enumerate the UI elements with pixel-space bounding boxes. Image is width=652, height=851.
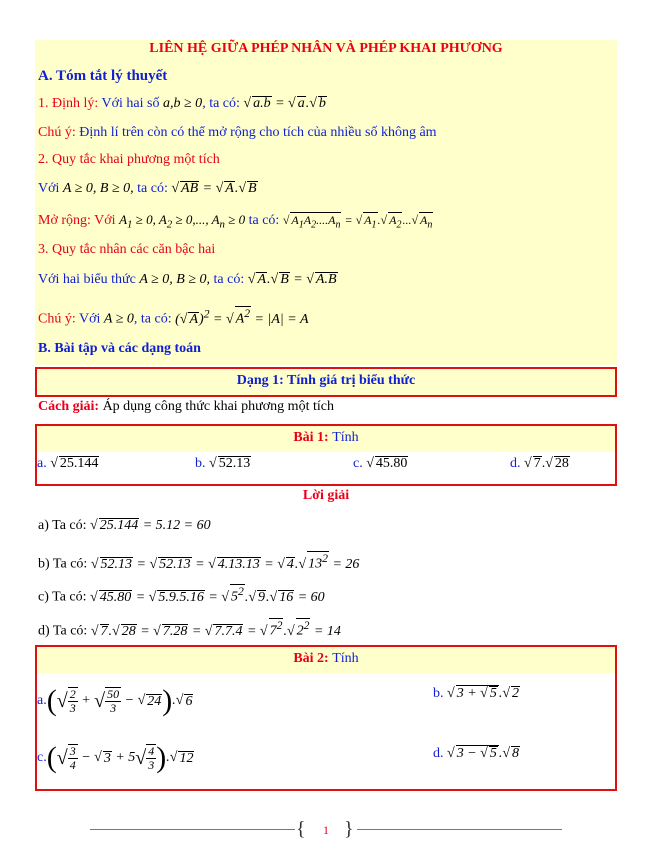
method-text: Áp dụng công thức khai phương một tích xyxy=(102,399,334,414)
bai-2-task: Tính xyxy=(332,651,359,666)
theorem-label: 1. Định lý: xyxy=(38,96,99,111)
item-label: d. xyxy=(433,746,444,761)
extension-taco: ta có: xyxy=(248,213,280,228)
theorem-text: Với hai số xyxy=(101,96,160,111)
bai-1-item-b: b. √ 52.13 xyxy=(195,456,251,471)
rule-3-taco: ta có: xyxy=(213,272,245,287)
rule-3-condition: A ≥ 0, B ≥ 0, xyxy=(139,272,211,287)
rule-3-line xyxy=(38,272,338,288)
rule-3-text: Với hai biểu thức xyxy=(38,272,136,287)
bai-1-box xyxy=(35,424,617,486)
rule-3-heading: 3. Quy tắc nhân các căn bậc hai xyxy=(38,242,216,257)
extension-line xyxy=(38,212,433,232)
note-2-text: Với xyxy=(78,311,101,327)
rule-3-formula: √ A.√ B = √ A.B xyxy=(247,272,337,287)
rule-2-line xyxy=(38,181,258,197)
solution-c: c) Ta có: √ 45.80 = √ 5.9.5.16 = √ $5^2.√$ 9.√ 16 = 60 xyxy=(38,585,325,605)
footer-bracket-right: } xyxy=(344,818,354,840)
bai-2-item-b: b. √ 3 + √ 5 .√ 2 xyxy=(433,686,520,701)
item-label: d. xyxy=(510,456,521,471)
note-2-condition: A ≥ 0 xyxy=(103,311,134,327)
solution-b: b) Ta có: √ 52.13 = √ 52.13 = √ 4.13.13 = √ 4.√ $13^2 = 26$ xyxy=(38,552,360,572)
solution-a: a) Ta có: √ 25.144 = 5.12 = 60 xyxy=(38,518,211,533)
method-label: Cách giải: xyxy=(38,399,100,414)
note-1-label: Chú ý: xyxy=(38,125,76,140)
bai-2-box xyxy=(35,645,617,791)
section-b-heading: B. Bài tập và các dạng toán xyxy=(38,341,201,356)
rule-2-formula: √ AB = √ A.√ B xyxy=(171,181,257,196)
item-label: a. xyxy=(37,693,47,708)
theorem-condition: a,b ≥ 0 xyxy=(163,96,203,111)
bai-2-label: Bài 2: xyxy=(293,651,329,666)
footer-line-right xyxy=(357,829,562,830)
bai-2-item-c: c. ( √ $\frac{3}{4}$ − √ 3 + 5 √ $\frac{4}{3}$ ) . √ 12 xyxy=(37,741,194,774)
section-a-heading: A. Tóm tắt lý thuyết xyxy=(38,68,168,84)
page-number: 1 xyxy=(323,823,329,837)
rule-2-heading: 2. Quy tắc khai phương một tích xyxy=(38,152,220,167)
footer-bracket-left: { xyxy=(296,818,306,840)
bai-2-item-a: a. ( √ $\frac{2}{3}$ + √ $\frac{50}{3}$ − √ 24 ) . √ 6 xyxy=(37,684,193,717)
rule-2-text: Với xyxy=(38,181,60,196)
rule-2-taco: ta có: xyxy=(137,181,168,196)
dang-1-box xyxy=(35,367,617,397)
extension-formula: √ $A_1A_2....A_n$ = √ $A_1.√$ $A_2...√$ $A_n$ xyxy=(282,213,433,231)
item-label: c. xyxy=(353,456,363,471)
bai-1-task: Tính xyxy=(332,430,359,445)
extension-condition: $A_1 \ge 0$, $A_2 \ge 0$,..., $A_n \ge 0$ xyxy=(119,212,246,231)
method-line xyxy=(38,399,334,415)
bai-1-label: Bài 1: xyxy=(293,430,329,445)
note-2-taco: , ta có: xyxy=(133,311,172,327)
note-2-label: Chú ý: xyxy=(38,311,76,327)
note-2 xyxy=(38,306,309,328)
solution-label: c) Ta có: xyxy=(38,589,87,605)
bai-1-item-c: c. √ 45.80 xyxy=(353,456,408,471)
theorem-taco: , ta có: xyxy=(202,96,240,111)
item-label: b. xyxy=(195,456,206,471)
solution-heading: Lời giải xyxy=(302,488,350,503)
page-title: LIÊN HỆ GIỮA PHÉP NHÂN VÀ PHÉP KHAI PHƯƠNG xyxy=(149,41,503,56)
bai-1-header xyxy=(37,426,615,452)
solution-label: d) Ta có: xyxy=(38,623,88,639)
rule-2-condition: A ≥ 0, B ≥ 0, xyxy=(62,181,134,196)
item-label: b. xyxy=(433,686,444,701)
bai-1-item-a: a. √ 25.144 xyxy=(37,456,99,471)
theorem-formula: √ a.b = √ a.√ b xyxy=(243,96,326,111)
note-1-text: Định lí trên còn có thể mở rộng cho tích của nhiều số không âm xyxy=(79,125,437,140)
bai-2-item-d: d. √ 3 − √ 5 .√ 8 xyxy=(433,746,520,761)
item-label: a. xyxy=(37,456,47,471)
footer-line-left xyxy=(90,829,295,830)
note-1 xyxy=(38,125,437,141)
solution-label: b) Ta có: xyxy=(38,556,88,572)
item-label: c. xyxy=(37,750,47,765)
bai-1-item-d: d. √ 7.√ 28 xyxy=(510,456,569,471)
solution-d: d) Ta có: √ 7.√ 28 = √ 7.28 = √ 7.7.4 = √ $7^2.√$ $2^2 = 14$ xyxy=(38,619,341,639)
theorem-line xyxy=(38,96,327,112)
solution-label: a) Ta có: xyxy=(38,518,87,533)
bai-2-header xyxy=(37,647,615,673)
extension-text: Với xyxy=(94,213,116,228)
dang-1-title: Dạng 1: Tính giá trị biểu thức xyxy=(37,369,615,395)
note-2-formula: (√ A)$^2$ = √ $A^2 = |A| = A$ xyxy=(175,307,309,327)
extension-label: Mở rộng: xyxy=(38,213,91,228)
